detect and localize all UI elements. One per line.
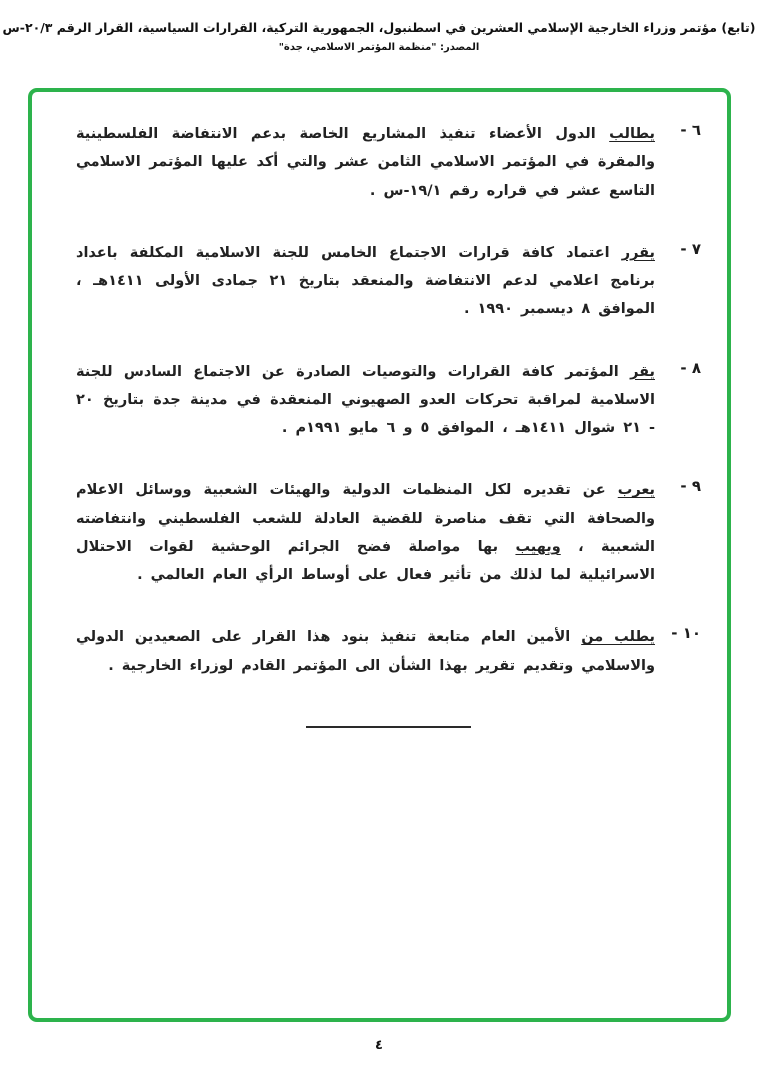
item-text-segment: المؤتمر كافة القرارات والتوصيات الصادرة عن الاجتماع السادس للجنة الاسلامية لمراقبة تحركات العدو الصهيوني المنعقدة في مدينة جدة بتاريخ ٢٠ - ٢١ شوال ١٤١١هـ ، الموافق ٥ و ٦ مايو ١٩٩١م . [76, 363, 655, 437]
item-text [76, 358, 655, 443]
item-text-segment: عن تقديره لكل المنظمات الدولية والهيئات الشعبية ووسائل الاعلام والصحافة التي تقف مناصرة للقضية العادلة للشعب الفلسطيني وانتفاضته الشعبية ، [76, 482, 655, 555]
item-number: ٩ - [680, 477, 701, 496]
page-number: ٤ [375, 1038, 383, 1053]
scanned-document-frame [28, 88, 731, 1022]
item-lead-underlined: يعرب [617, 482, 655, 499]
item-number: ٧ - [680, 239, 701, 258]
item-lead-underlined: يطلب من [581, 629, 655, 646]
item-text [76, 239, 655, 324]
resolution-item-8 [76, 358, 701, 443]
item-lead-underlined: يطالب [609, 126, 655, 142]
item-text-segment: اعتماد كافة قرارات الاجتماع الخامس للجنة الاسلامية المكلفة باعداد برنامج اعلامي لدعم الانتفاضة والمنعقد بتاريخ ٢١ جمادى الأولى ١٤١١هـ ، الموافق ٨ ديسمبر ١٩٩٠ . [76, 244, 656, 318]
item-text-segment: بها مواصلة فضح الجرائم الوحشية لقوات الاحتلال الاسرائيلية لما لذلك من تأثير فعال على أوساط الرأي العام العالمي . [76, 538, 655, 584]
document-source: المصدر: "منظمة المؤتمر الاسلامي، جدة" [278, 42, 480, 53]
resolution-item-9 [76, 476, 701, 589]
item-mid-underlined: ويهيب [515, 538, 561, 555]
item-text-segment: الدول الأعضاء تنفيذ المشاريع الخاصة بدعم الانتفاضة الفلسطينية والمقرة في المؤتمر الاسلامي الثامن عشر والتي أكد عليها المؤتمر الاسلامي التاسع عشر في قراره رقم ١٩/١-س . [76, 126, 655, 199]
item-number: ١٠ - [671, 624, 701, 643]
item-number: ٨ - [680, 358, 701, 377]
page-header [0, 20, 758, 53]
item-number: ٦ - [680, 121, 701, 139]
resolution-item-6 [76, 120, 701, 205]
item-lead-underlined: يقر [630, 363, 655, 380]
end-of-text-rule [306, 726, 471, 728]
item-text [76, 623, 655, 680]
resolution-item-10 [76, 623, 701, 680]
item-text [76, 120, 655, 205]
resolution-item-7 [76, 239, 701, 324]
item-text [76, 476, 655, 589]
document-title: (تابع) مؤتمر وزراء الخارجية الإسلامي العشرين في اسطنبول، الجمهورية التركية، القرارات السياسية، القرار الرقم ٢٠/٣-س [2, 20, 756, 35]
item-lead-underlined: يقرر [621, 244, 655, 261]
item-text-segment: الأمين العام متابعة تنفيذ بنود هذا القرار على الصعيدين الدولي والاسلامي وتقديم تقرير بهذا الشأن الى المؤتمر القادم لوزراء الخارجية . [76, 629, 655, 674]
